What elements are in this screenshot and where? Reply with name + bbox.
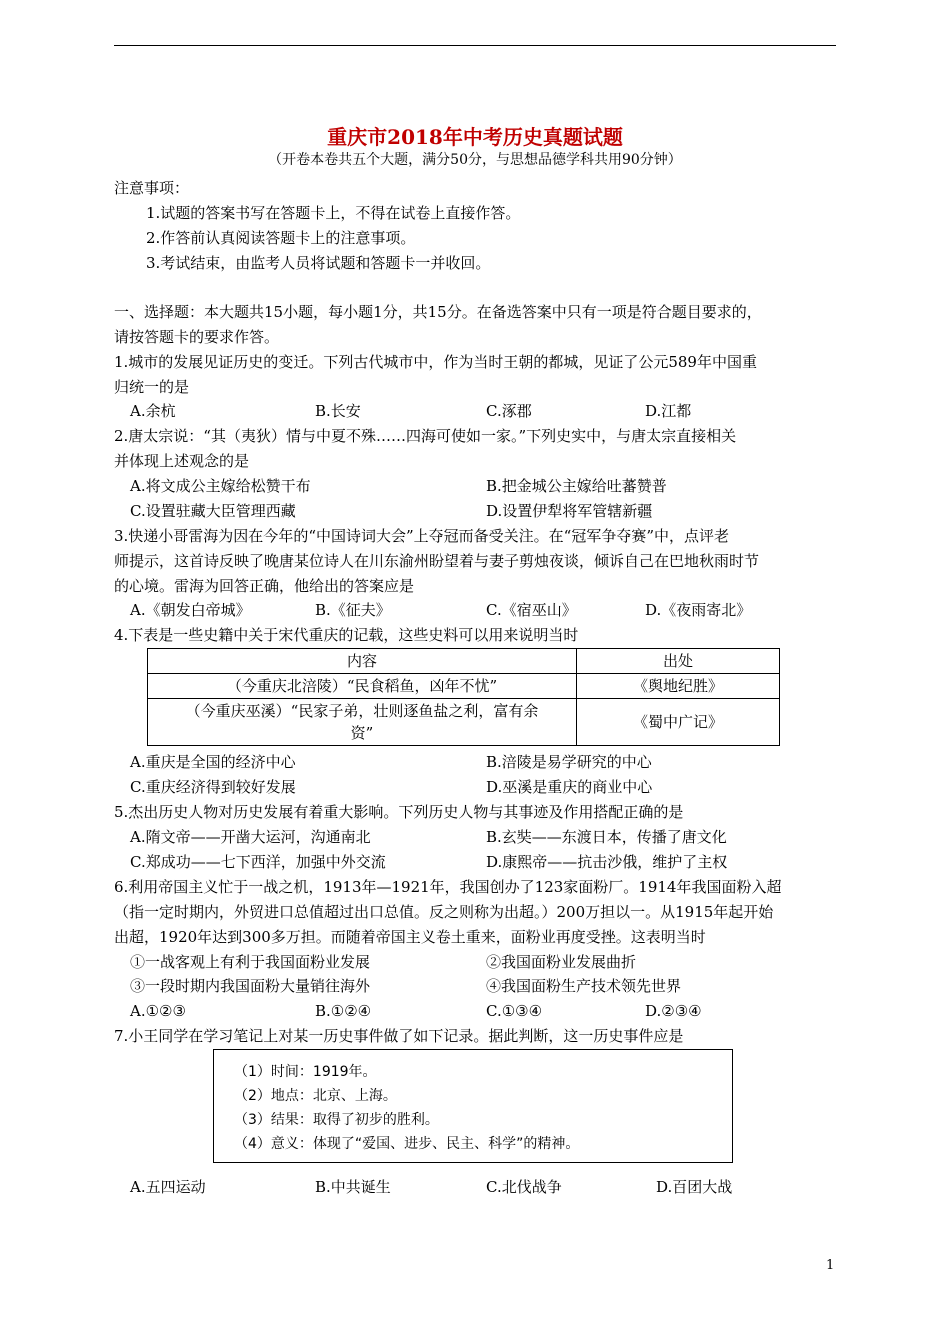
notice-item: 1.试题的答案书写在答题卡上，不得在试卷上直接作答。	[146, 204, 521, 222]
q7-option-c: C.北伐战争	[486, 1178, 562, 1196]
table-cell-source: 《舆地纪胜》	[577, 674, 780, 699]
q6-option-b: B.①②④	[315, 1002, 372, 1020]
q1-option-b: B.长安	[315, 402, 361, 420]
table-cell-line: 资”	[350, 724, 374, 742]
q2-option-d: D.设置伊犁将军管辖新疆	[486, 502, 653, 520]
q4-option-a: A.重庆是全国的经济中心	[130, 753, 296, 771]
notice-item: 3.考试结束，由监考人员将试题和答题卡一并收回。	[146, 254, 491, 272]
q7-option-a: A.五四运动	[130, 1178, 206, 1196]
q6-statement: ④我国面粉生产技术领先世界	[486, 977, 682, 995]
table-cell-line: （今重庆巫溪）“民家子弟，壮则逐鱼盐之利，富有余	[185, 702, 539, 720]
header-rule	[114, 45, 836, 46]
q6-statement: ③一段时期内我国面粉大量销往海外	[130, 977, 371, 995]
q7-option-d: D.百团大战	[656, 1178, 733, 1196]
table-row	[148, 699, 780, 746]
q5-stem: 5.杰出历史人物对历史发展有着重大影响。下列历史人物与其事迹及作用搭配正确的是	[114, 803, 684, 821]
q5-option-d: D.康熙帝——抗击沙俄，维护了主权	[486, 853, 728, 871]
q4-option-d: D.巫溪是重庆的商业中心	[486, 778, 653, 796]
q3-option-a: A.《朝发白帝城》	[130, 601, 251, 619]
q7-option-b: B.中共诞生	[315, 1178, 391, 1196]
q6-option-a: A.①②③	[130, 1002, 186, 1020]
q5-option-c: C.郑成功——七下西洋，加强中外交流	[130, 853, 386, 871]
table-header-row	[148, 649, 780, 674]
note-line: （3）结果：取得了初步的胜利。	[234, 1112, 439, 1128]
table-header-content: 内容	[148, 649, 577, 674]
q6-stem: （指一定时期内，外贸进口总值超过出口总值。反之则称为出超。）200万担以一。从1915年起开始	[114, 903, 774, 921]
page-subtitle: （开卷本卷共五个大题，满分50分，与思想品德学科共用90分钟）	[268, 152, 682, 168]
q1-option-d: D.江都	[645, 402, 692, 420]
q3-stem: 师提示，这首诗反映了晚唐某位诗人在川东渝州盼望着与妻子剪烛夜谈，倾诉自己在巴地秋雨时节	[114, 552, 760, 570]
table-row	[148, 674, 780, 699]
q7-stem: 7.小王同学在学习笔记上对某一历史事件做了如下记录。据此判断，这一历史事件应是	[114, 1027, 684, 1045]
study-note-box	[213, 1049, 733, 1163]
table-cell-content	[148, 699, 577, 746]
note-line: （4）意义：体现了“爱国、进步、民主、科学”的精神。	[234, 1136, 580, 1152]
page-number: 1	[826, 1258, 835, 1273]
q2-option-b: B.把金城公主嫁给吐蕃赞普	[486, 477, 667, 495]
q6-statement: ②我国面粉业发展曲折	[486, 953, 637, 971]
q6-stem: 6.利用帝国主义忙于一战之机，1913年—1921年，我国创办了123家面粉厂。1914年我国面粉入超	[114, 878, 782, 896]
q2-stem: 2.唐太宗说：“其（夷狄）情与中夏不殊……四海可使如一家。”下列史实中，与唐太宗直接相关	[114, 427, 737, 445]
q3-stem: 的心境。雷海为回答正确，他给出的答案应是	[114, 577, 415, 595]
q6-statement: ①一战客观上有利于我国面粉业发展	[130, 953, 371, 971]
note-line: （1）时间：1919年。	[234, 1064, 377, 1080]
table-cell-content: （今重庆北涪陵）“民食稻鱼，凶年不忧”	[148, 674, 577, 699]
q1-option-a: A.余杭	[130, 402, 176, 420]
notice-heading: 注意事项：	[114, 179, 190, 197]
q4-stem: 4.下表是一些史籍中关于宋代重庆的记载，这些史料可以用来说明当时	[114, 626, 579, 644]
q4-option-b: B.涪陵是易学研究的中心	[486, 753, 652, 771]
table-header-source: 出处	[577, 649, 780, 674]
q5-option-b: B.玄奘——东渡日本，传播了唐文化	[486, 828, 727, 846]
q3-stem: 3.快递小哥雷海为因在今年的“中国诗词大会”上夺冠而备受关注。在“冠军争夺赛”中，点评老	[114, 527, 729, 545]
q2-option-a: A.将文成公主嫁给松赞干布	[130, 477, 311, 495]
q4-option-c: C.重庆经济得到较好发展	[130, 778, 296, 796]
source-table	[147, 648, 780, 746]
q2-stem: 并体现上述观念的是	[114, 452, 250, 470]
q3-option-b: B.《征夫》	[315, 601, 391, 619]
q3-option-d: D.《夜雨寄北》	[645, 601, 752, 619]
q1-option-c: C.涿郡	[486, 402, 532, 420]
notice-item: 2.作答前认真阅读答题卡上的注意事项。	[146, 229, 416, 247]
q1-stem: 归统一的是	[114, 378, 190, 396]
q3-option-c: C.《宿巫山》	[486, 601, 577, 619]
section-intro: 请按答题卡的要求作答。	[114, 328, 280, 346]
table-cell-source: 《蜀中广记》	[577, 699, 780, 746]
q6-option-c: C.①③④	[486, 1002, 543, 1020]
page-title: 重庆市2018年中考历史真题试题	[327, 125, 623, 149]
q1-stem: 1.城市的发展见证历史的变迁。下列古代城市中，作为当时王朝的都城，见证了公元589年中国重	[114, 353, 757, 371]
q2-option-c: C.设置驻藏大臣管理西藏	[130, 502, 296, 520]
q6-option-d: D.②③④	[645, 1002, 702, 1020]
q5-option-a: A.隋文帝——开凿大运河，沟通南北	[130, 828, 371, 846]
q6-stem: 出超，1920年达到300多万担。而随着帝国主义卷土重来，面粉业再度受挫。这表明当时	[114, 928, 706, 946]
note-line: （2）地点：北京、上海。	[234, 1088, 397, 1104]
section-intro: 一、选择题：本大题共15小题，每小题1分，共15分。在备选答案中只有一项是符合题目要求的，	[114, 303, 762, 321]
